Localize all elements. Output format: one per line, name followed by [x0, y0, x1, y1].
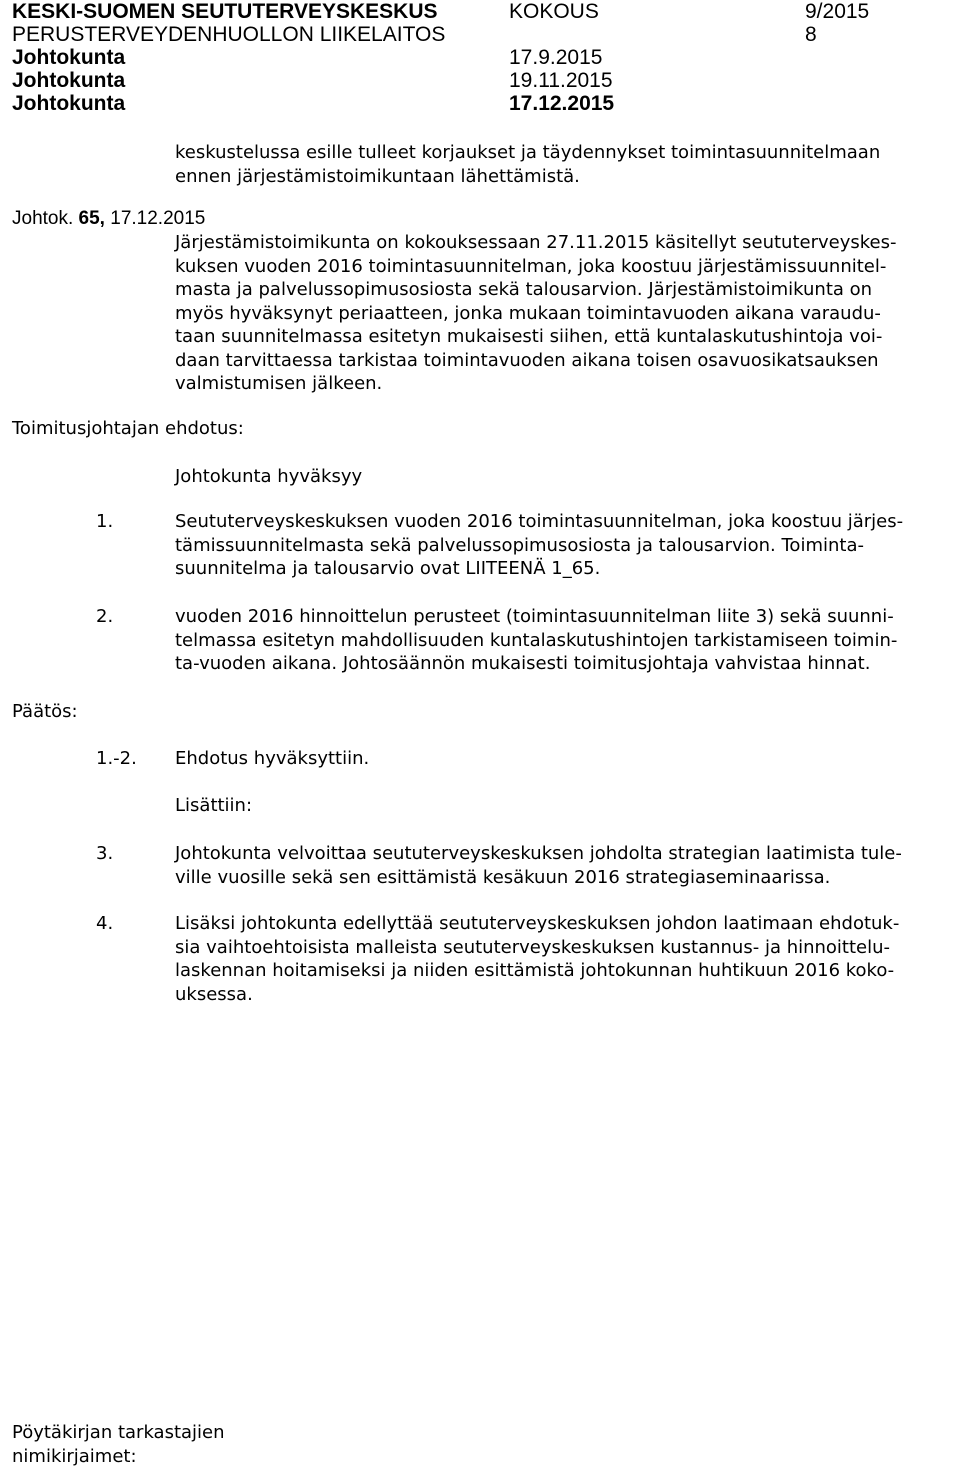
- proposal-item: [175, 605, 960, 676]
- meeting-number: 9/2015: [805, 0, 870, 23]
- decision-label: Päätös:: [12, 701, 78, 722]
- meeting-body: Johtokunta: [12, 69, 126, 92]
- text-line: ville vuosille sekä sen esittämistä kesäkuun 2016 strategiaseminaarissa.: [175, 866, 831, 888]
- decision-number: 1.-2.: [96, 748, 137, 769]
- text-line: kuksen vuoden 2016 toimintasuunnitelman, joka koostuu järjestämissuunnitel-: [175, 255, 887, 277]
- text-line: sia vaihtoehtoisista malleista seututerveyskeskuksen kustannus- ja hinnoittelu-: [175, 936, 891, 958]
- section-reference: [12, 207, 205, 231]
- page-header: [12, 0, 942, 115]
- footer-line: nimikirjaimet:: [12, 1446, 137, 1467]
- list-number: 2.: [96, 606, 114, 627]
- text-line: Johtokunta velvoittaa seututerveyskeskuksen johdolta strategian laatimista tule-: [175, 843, 902, 864]
- text-line: ta-vuoden aikana. Johtosäännön mukaisesti toimitusjohtaja vahvistaa hinnat.: [175, 653, 871, 674]
- text-line: Järjestämistoimikunta on kokouksessaan 27.11.2015 käsitellyt seututerveyskes-: [175, 232, 897, 253]
- section-ref-date: 17.12.2015: [110, 208, 206, 229]
- footer-line: Pöytäkirjan tarkastajien: [12, 1422, 225, 1443]
- meeting-body: Johtokunta: [12, 46, 126, 69]
- text-line: ennen järjestämistoimikuntaan lähettämistä.: [175, 165, 580, 187]
- text-line: keskustelussa esille tulleet korjaukset ja täydennykset toimintasuunnitelmaan: [175, 142, 881, 163]
- added-item: [175, 842, 960, 889]
- list-number: 4.: [96, 913, 114, 934]
- text-line: valmistumisen jälkeen.: [175, 373, 383, 394]
- text-line: daan tarvittaessa tarkistaa toimintavuoden aikana toisen osavuosikatsauksen: [175, 349, 879, 371]
- proposal-intro: Johtokunta hyväksyy: [175, 466, 363, 487]
- list-number: 3.: [96, 843, 114, 864]
- meeting-label: KOKOUS: [509, 0, 599, 23]
- meeting-body: Johtokunta: [12, 92, 126, 115]
- text-line: Lisäksi johtokunta edellyttää seututerveyskeskuksen johdon laatimaan ehdotuk-: [175, 913, 900, 934]
- text-line: Seututerveyskeskuksen vuoden 2016 toimintasuunnitelman, joka koostuu järjes-: [175, 511, 904, 532]
- text-line: taan suunnitelmassa esitetyn mukaisesti siihen, että kuntalaskutushintoja voi-: [175, 326, 883, 347]
- text-line: tämissuunnitelmasta sekä palvelussopimusosiosta ja talousarvion. Toiminta-: [175, 534, 864, 556]
- text-line: telmassa esitetyn mahdollisuuden kuntalaskutushintojen tarkistamiseen toimin-: [175, 629, 898, 651]
- text-line: uksessa.: [175, 983, 253, 1005]
- org-name: KESKI-SUOMEN SEUTUTERVEYSKESKUS: [12, 0, 438, 23]
- meeting-date: 17.12.2015: [509, 92, 615, 115]
- text-line: myös hyväksynyt periaatteen, jonka mukaan toimintavuoden aikana varaudu-: [175, 302, 881, 324]
- decision-text: Ehdotus hyväksyttiin.: [175, 748, 370, 769]
- text-line: vuoden 2016 hinnoittelun perusteet (toimintasuunnitelman liite 3) sekä suunni-: [175, 606, 894, 627]
- text-line: suunnitelma ja talousarvio ovat LIITEENÄ 1_65.: [175, 558, 601, 579]
- list-number: 1.: [96, 511, 114, 532]
- proposal-label: Toimitusjohtajan ehdotus:: [12, 418, 244, 439]
- text-line: laskennan hoitamiseksi ja niiden esittämistä johtokunnan huhtikuun 2016 koko-: [175, 960, 895, 981]
- meeting-date: 17.9.2015: [509, 46, 603, 69]
- org-subtitle: PERUSTERVEYDENHUOLLON LIIKELAITOS: [12, 23, 446, 46]
- page-number: 8: [805, 23, 817, 46]
- section-ref-number: 65,: [78, 208, 105, 229]
- intro-paragraph: [175, 141, 960, 188]
- added-label: Lisättiin:: [175, 795, 253, 816]
- meeting-date: 19.11.2015: [509, 69, 613, 92]
- section-ref-prefix: Johtok.: [12, 208, 74, 229]
- added-item: [175, 912, 960, 1006]
- text-line: masta ja palvelussopimusosiosta sekä talousarvion. Järjestämistoimikunta on: [175, 279, 873, 300]
- background-paragraph: [175, 231, 960, 396]
- page-footer: [12, 1421, 225, 1469]
- proposal-item: [175, 510, 960, 581]
